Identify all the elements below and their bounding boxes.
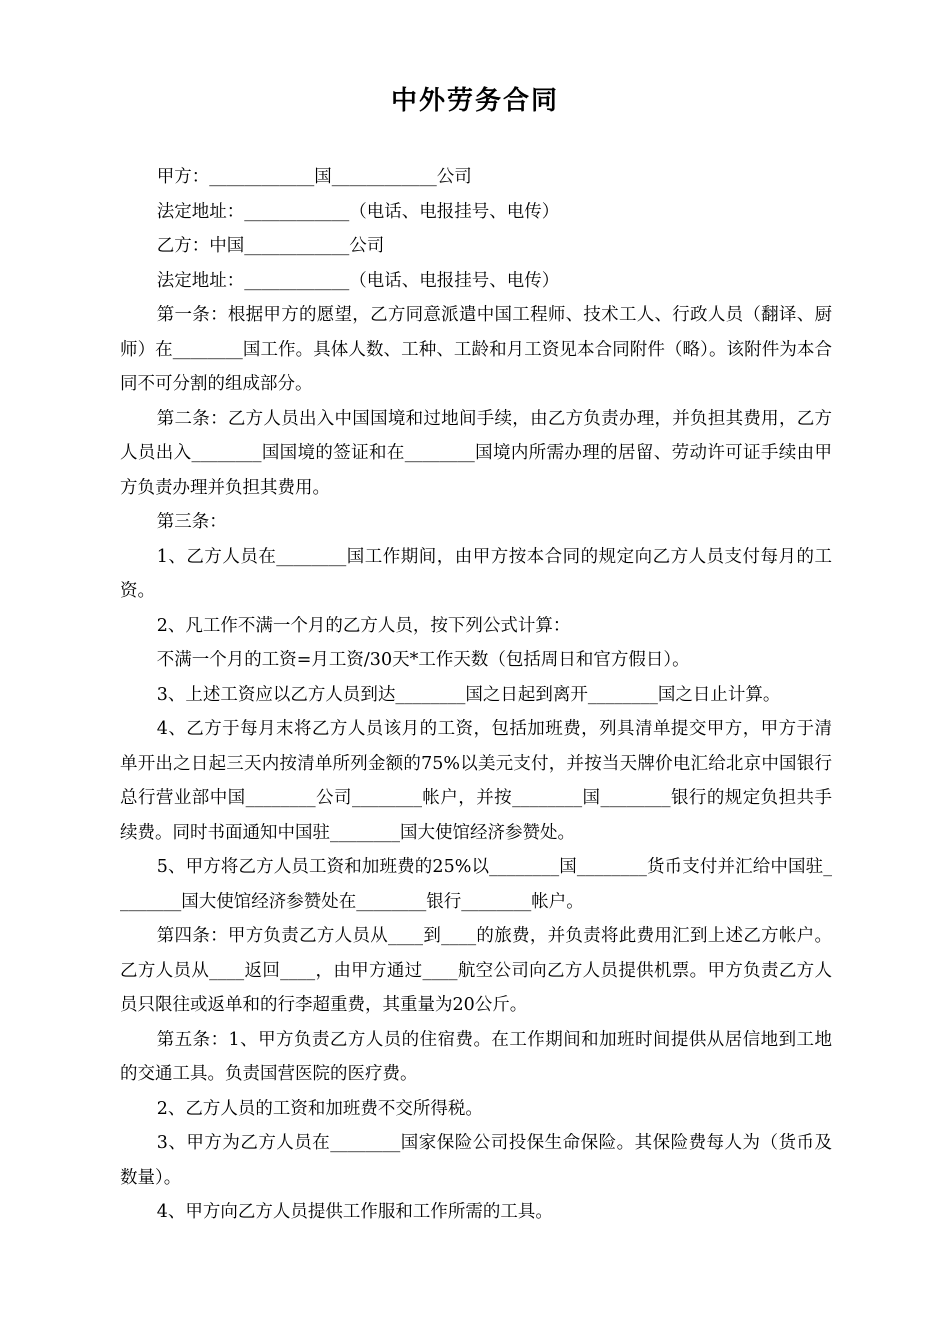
- article-3-heading: 第三条：: [156, 512, 227, 532]
- article-2: 第二条：乙方人员出入中国国境和过地间手续，由乙方负责办理，并负担其费用，乙方人员出入________国国境的签证和在________国境内所需办理的居留、劳动许可证手续由甲方负责办理并负担其费用。: [120, 408, 832, 498]
- party-a-address-line: 法定地址：____________（电话、电报挂号、电传）: [156, 201, 560, 222]
- article-5-clause-2: 2、乙方人员的工资和加班费不交所得税。: [156, 1098, 483, 1119]
- article-5-clause-1: 第五条：1、甲方负责乙方人员的住宿费。在工作期间和加班时间提供从居信地到工地的交通工具。负责国营医院的医疗费。: [120, 1029, 832, 1084]
- article-1: 第一条：根据甲方的愿望，乙方同意派遣中国工程师、技术工人、行政人员（翻译、厨师）在________国工作。具体人数、工种、工龄和月工资见本合同附件（略）。该附件为本合同不可分割的组成部分。: [120, 305, 832, 394]
- article-3-clause-5: 5、甲方将乙方人员工资和加班费的25%以________国________货币支付并汇给中国驻________国大使馆经济参赞处在________银行________帐户。: [120, 857, 832, 912]
- article-5-clause-4: 4、甲方向乙方人员提供工作服和工作所需的工具。: [156, 1202, 553, 1222]
- article-3-clause-4: 4、乙方于每月末将乙方人员该月的工资，包括加班费，列具清单提交甲方，甲方于清单开出之日起三天内按清单所列金额的75%以美元支付，并按当天牌价电汇给北京中国银行总行营业部中国________公司________帐户，并按________国________银行的规定负担共手续费。同时书面通知中国驻________国大使馆经济参赞处。: [120, 719, 832, 843]
- article-4: 第四条：甲方负责乙方人员从____到____的旅费，并负责将此费用汇到上述乙方帐户。乙方人员从____返回____，由甲方通过____航空公司向乙方人员提供机票。甲方负责乙方人员只限往或返单和的行李超重费，其重量为20公斤。: [120, 926, 832, 1015]
- document-title: 中外劳务合同: [390, 86, 559, 116]
- party-b-line: 乙方：中国____________公司: [156, 236, 385, 256]
- article-3-clause-2: 2、凡工作不满一个月的乙方人员，按下列公式计算：: [156, 615, 571, 636]
- article-3-clause-1: 1、乙方人员在________国工作期间，由甲方按本合同的规定向乙方人员支付每月的工资。: [120, 546, 832, 601]
- document-body: [120, 160, 832, 1230]
- party-b-address-line: 法定地址：____________（电话、电报挂号、电传）: [156, 270, 560, 291]
- article-3-formula: 不满一个月的工资=月工资/30天*工作天数（包括周日和官方假日）。: [156, 650, 690, 670]
- article-3-clause-3: 3、上述工资应以乙方人员到达________国之日起到离开________国之日止计算。: [156, 684, 781, 705]
- article-5-clause-3: 3、甲方为乙方人员在________国家保险公司投保生命保险。其保险费每人为（货币及数量）。: [120, 1133, 832, 1188]
- party-a-line: 甲方：____________国____________公司: [156, 167, 472, 187]
